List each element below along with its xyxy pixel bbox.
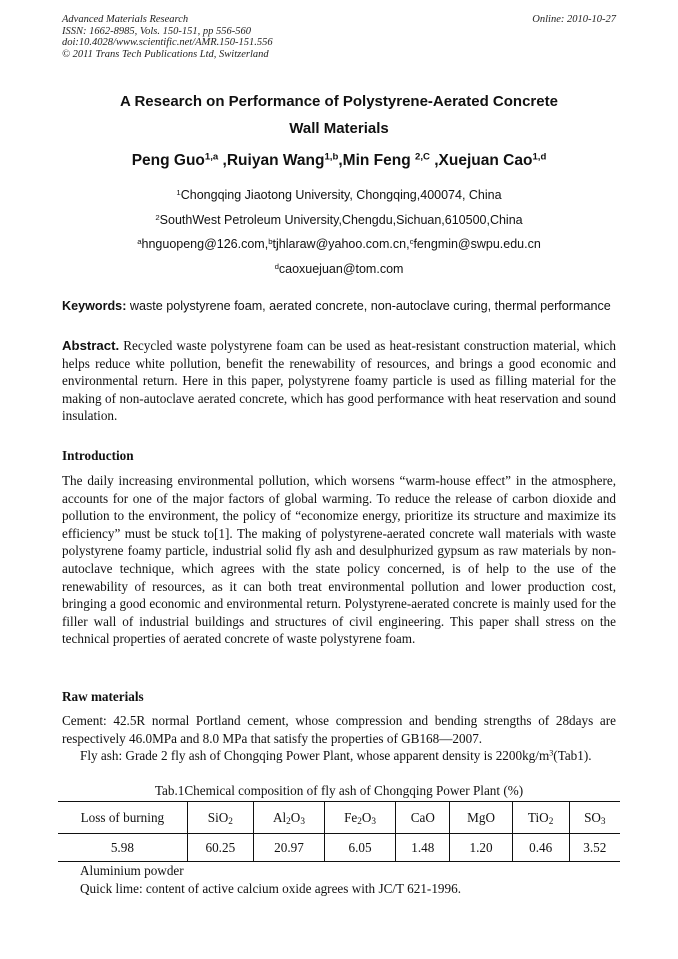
keywords-text: waste polystyrene foam, aerated concrete, non-autoclave curing, thermal performance [126,299,611,313]
email-line-1 [62,237,616,251]
table-cell: 20.97 [253,834,324,862]
title-line-2: Wall Materials [289,120,389,137]
author-sup: 1,a [204,151,219,163]
table-header-row [58,802,620,834]
introduction-text: The daily increasing environmental pollution, which worsens “warm-house effect” in the atmosphere, accounts for one of the major factors of global warming. To reduce the release of carbon dioxide and pollution to the environment, the policy of “economize energy, prioritize its structure and maximize its efficiency” must be stuck to[1]. The making of polystyrene-aerated concrete wall materials with waste polystyrene foamy particle, industrial solid fly ash and desulphurized gypsum as raw materials by non-autoclave technique, which agrees with the state policy concerned, is of help to the use of the renewability of resources, as it can both treat environmental pollution and lower production cost, bringing a good economic and environmental return. Polystyrene-aerated concrete is mainly used for the filler wall of industrial buildings and structures of civil engineering. This paper shall stress on the technical properties of aerated concrete of waste polystyrene foam. [62,473,616,647]
email-d: caoxuejuan@tom.com [278,262,404,276]
paper-title [62,88,616,142]
fly-ash-text [80,748,592,764]
abstract [62,337,616,425]
table-cell: 60.25 [187,834,253,862]
fly-ash-table [58,801,620,862]
email-a: hnguopeng@126.com, [141,237,269,251]
doi-line: doi:10.4028/www.scientific.net/AMR.150-151.556 [62,37,273,48]
abstract-label: Abstract. [62,338,120,353]
table-cell: 5.98 [58,834,187,862]
affiliation-text: Chongqing Jiaotong University, Chongqing,400074, China [180,188,502,202]
raw-materials-heading: Raw materials [62,689,144,704]
title-line-1: A Research on Performance of Polystyrene-Aerated Concrete [120,93,558,110]
email-sup: b [268,236,273,246]
affiliation-text: SouthWest Petroleum University,Chengdu,Sichuan,610500,China [159,213,523,227]
journal-header [62,14,616,60]
table-cell: 1.48 [396,834,450,862]
email-sup: d [274,261,279,271]
cement-text: Cement: 42.5R normal Portland cement, whose compression and bending strengths of 28days are respectively 46.0MPa and 8.0 MPa that satisfy the properties of GB168—2007. [62,713,616,746]
email-sup: c [409,236,414,246]
header-fe2o3: $Fe_2O_3$ [325,802,396,834]
header-mgo: MgO [450,802,512,834]
table-cell: 3.52 [569,834,620,862]
keywords-label: Keywords: [62,299,127,313]
introduction-heading: Introduction [62,448,134,463]
header-sio2: SiO$_2$ [187,802,253,834]
abstract-text: Recycled waste polystyrene foam can be used as heat-resistant construction material, which helps reduce white pollution, benefit the renewability of resources, and brings a good economic and environmental return. Here in this paper, polystyrene foamy particle is used as filling material for the making of non-autoclave aerated concrete, which has good performance with heat reservation and sound insulation. [62,338,616,424]
author-sup: 1,d [532,151,547,163]
email-sup: a [137,236,142,246]
journal-name: Advanced Materials Research [62,14,189,25]
author-sup: 1,b [324,151,339,163]
table-cell: 0.46 [512,834,569,862]
author-sup: 2,C [414,151,430,163]
author-name: Min Feng [342,152,415,169]
header-loss: Loss of burning [58,802,187,834]
header-cao: CaO [396,802,450,834]
aluminium-text: Aluminium powder [80,863,184,878]
fly-ash-post: (Tab1). [553,748,592,763]
quicklime-text: Quick lime: content of active calcium oxide agrees with JC/T 621-1996. [80,881,461,896]
email-b: tjhlaraw@yahoo.com.cn, [272,237,410,251]
author-name: Peng Guo [131,152,205,169]
table-cell: 1.20 [450,834,512,862]
author-name: Xuejuan Cao [438,152,533,169]
header-al2o3: $Al_2O_3$ [253,802,324,834]
online-date: Online: 2010-10-27 [532,14,616,25]
issn-line: ISSN: 1662-8985, Vols. 150-151, pp 556-560 [62,25,251,37]
keywords [62,299,622,313]
email-line-2 [62,262,616,276]
fly-ash-pre: Fly ash: Grade 2 fly ash of Chongqing Power Plant, whose apparent density is 2200kg/m [80,748,550,763]
affiliation-sup: 1 [176,187,181,197]
affiliation-2 [62,213,616,227]
author-name: Ruiyan Wang [226,152,325,169]
author-list: Peng Guo$^{1,a}$ ,Ruiyan Wang$^{1,b}$,Min Feng $^{2,C}$ ,Xuejuan Cao$^{1,d}$ [131,151,547,169]
table-caption: Tab.1Chemical composition of fly ash of Chongqing Power Plant (%) [154,783,524,798]
email-c: fengmin@swpu.edu.cn [413,237,541,251]
table-cell: 6.05 [325,834,396,862]
header-tio2: TiO$_2$ [512,802,569,834]
table-row [58,834,620,862]
affiliation-sup: 2 [155,212,160,222]
fly-ash-sup: 3 [549,748,554,758]
copyright-line: © 2011 Trans Tech Publications Ltd, Switzerland [62,48,269,60]
header-so3: $SO_3$ [569,802,620,834]
affiliation-1 [62,188,616,202]
